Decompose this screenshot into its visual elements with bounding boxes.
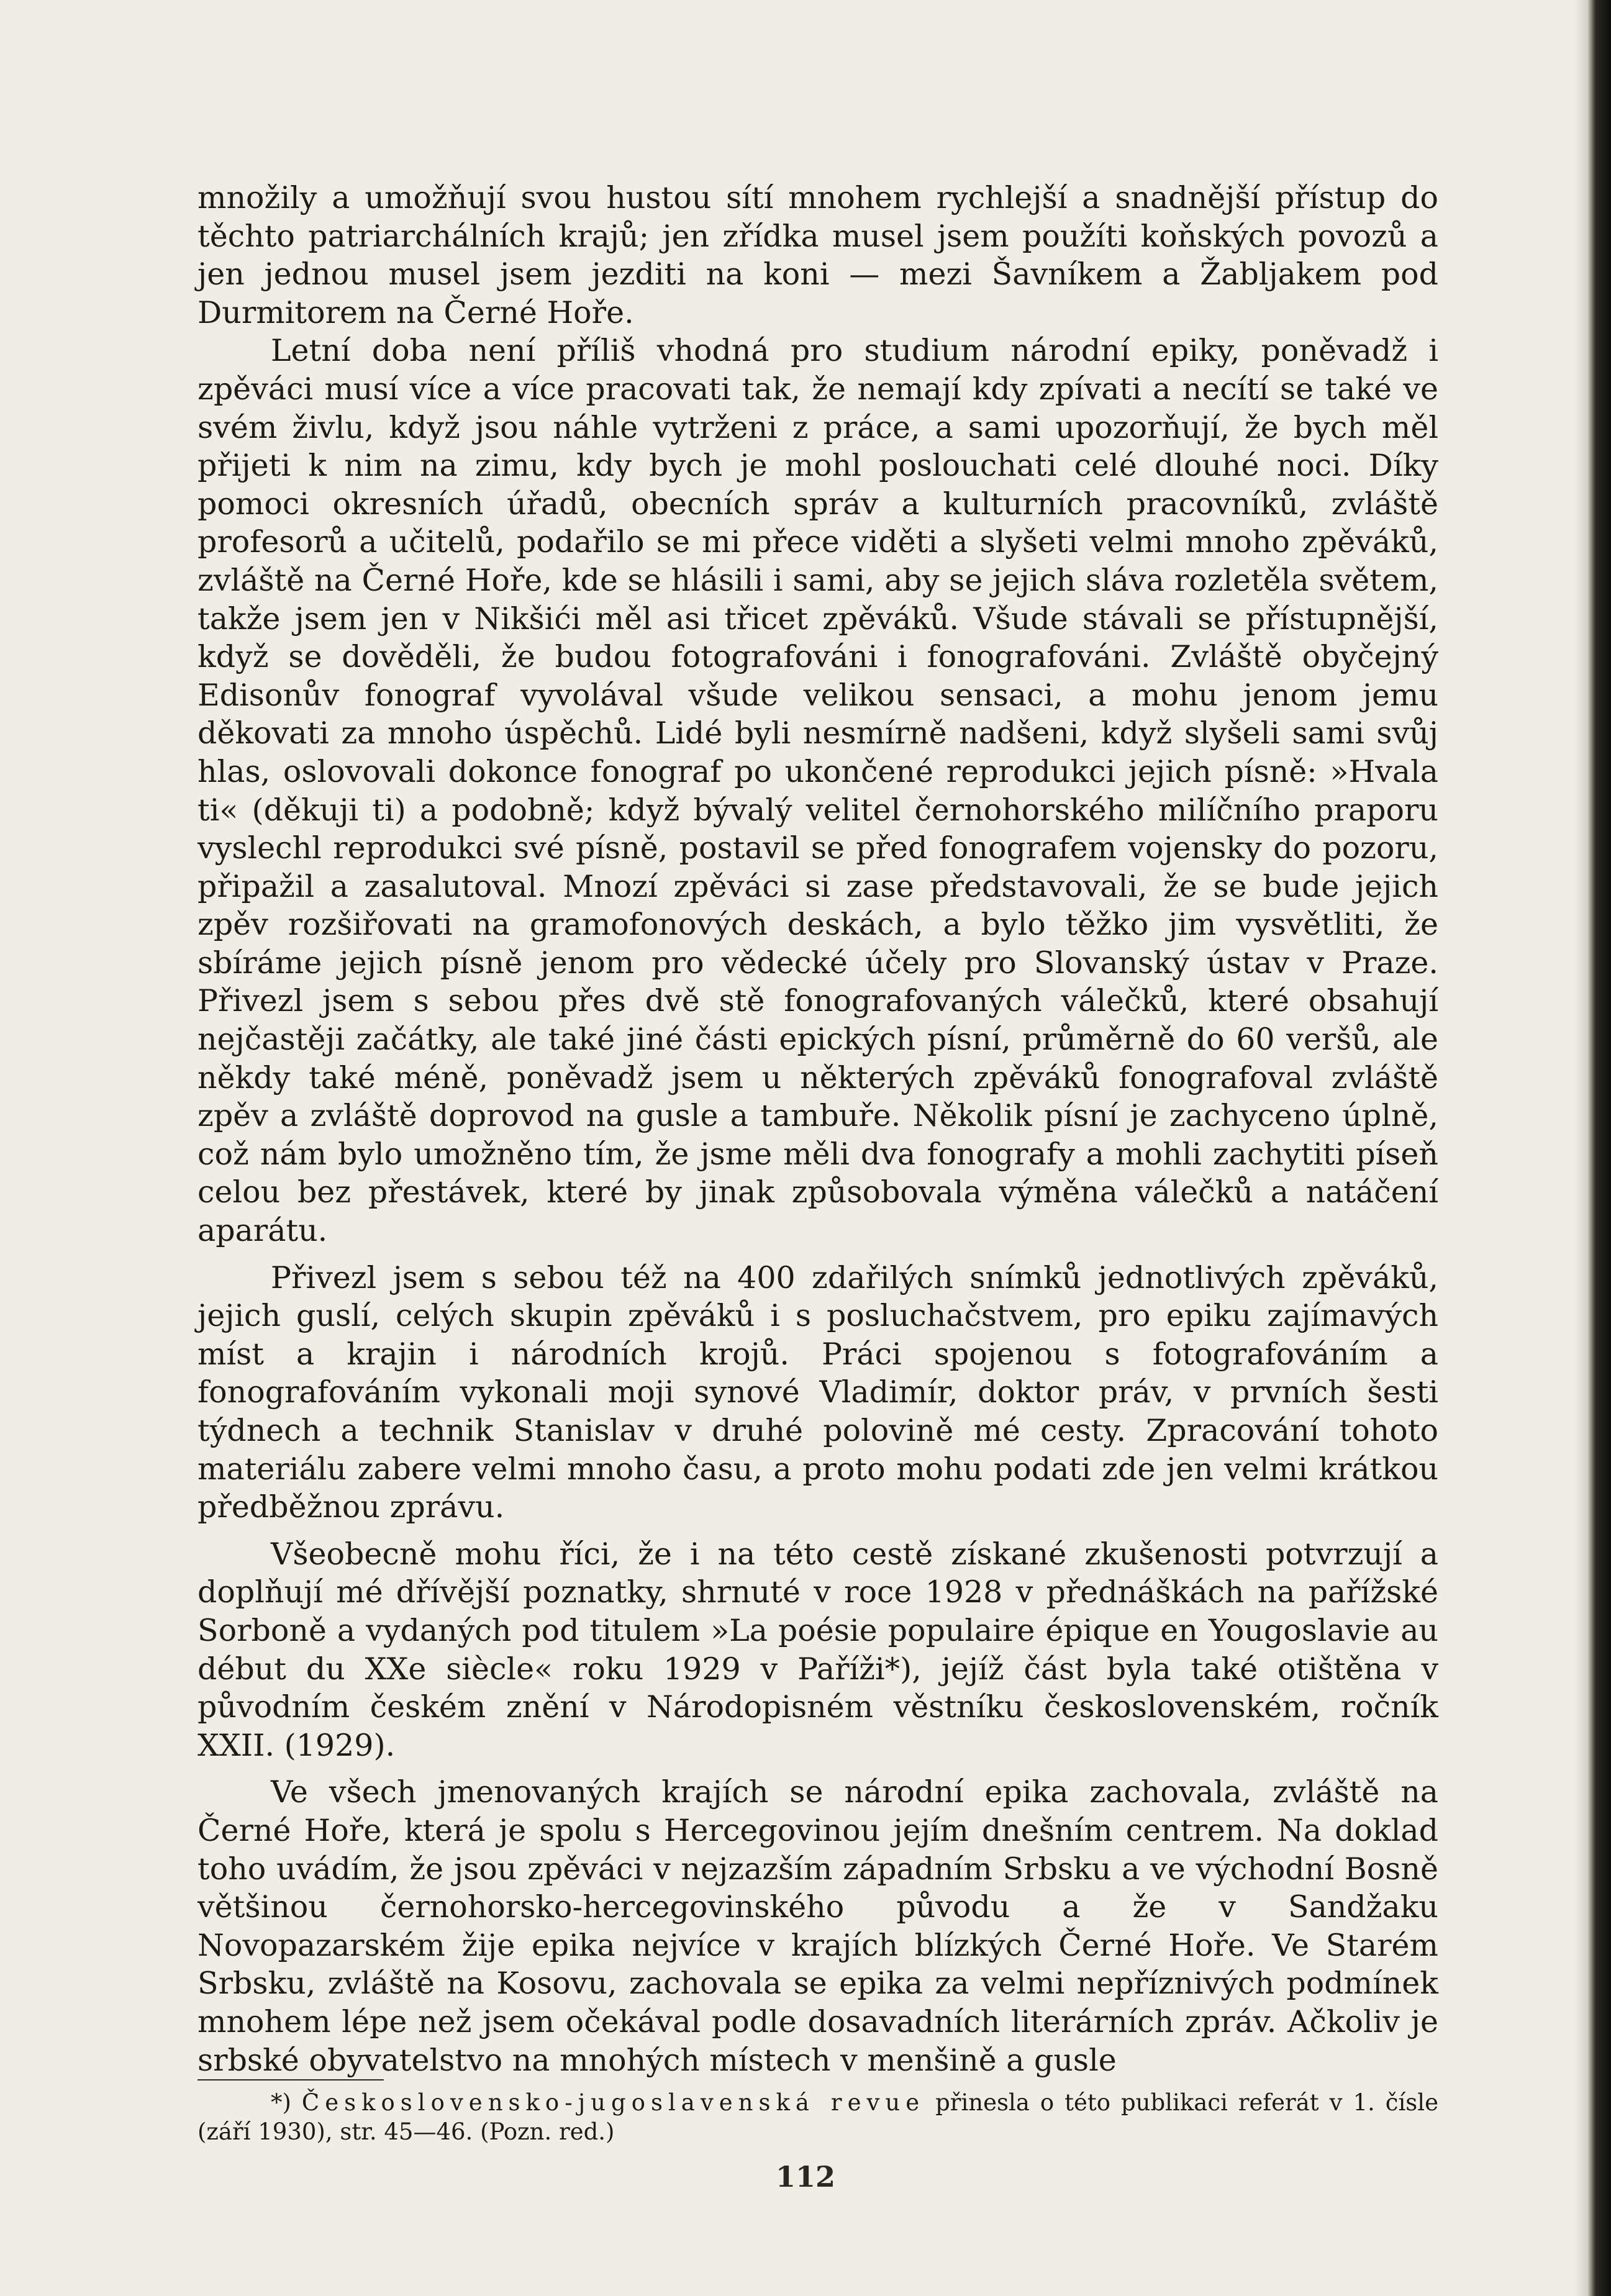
paragraph-4: Všeobecně mohu říci, že i na této cestě získané zkušenosti potvrzují a doplňují mé dřívější poznatky, shrnuté v roce 1928 v přednáškách na pařížské Sorboně a vydaných pod titulem »La poésie populaire épique en Yougoslavie au début du XXe siècle« roku 1929 v Paříži*), jejíž část byla také otištěna v původním českém znění v Národopisném věstníku československém, ročník XXII. (1929). (197, 1536, 1438, 1763)
paragraph-1: množily a umožňují svou hustou sítí mnohem rychlejší a snadnější přístup do těchto patriarchálních krajů; jen zřídka musel jsem použíti koňských povozů a jen jednou musel jsem jezditi na koni — mezi Šavníkem a Žabljakem pod Durmitorem na Černé Hoře. (197, 180, 1438, 330)
main-text-column (197, 179, 1438, 2079)
footnote-separator (197, 2079, 384, 2080)
paragraph-2: Letní doba není příliš vhodná pro studium národní epiky, poněvadž i zpěváci musí více a více pracovati tak, že nemají kdy zpívati a necítí se také ve svém živlu, když jsou náhle vytrženi z práce, a sami upozorňují, že bych měl přijeti k nim na zimu, kdy bych je mohl poslouchati celé dlouhé noci. Díky pomoci okresních úřadů, obecních správ a kulturních pracovníků, zvláště profesorů a učitelů, podařilo se mi přece viděti a slyšeti velmi mnoho zpěváků, zvláště na Černé Hoře, kde se hlásili i sami, aby se jejich sláva rozletěla světem, takže jsem jen v Nikšići měl asi třicet zpěváků. Všude stávali se přístupnější, když se dověděli, že budou fotografováni i fonografováni. Zvláště obyčejný Edisonův fonograf vyvolával všude velikou sensaci, a mohu jenom jemu děkovati za mnoho úspěchů. Lidé byli nesmírně nadšeni, když slyšeli sami svůj hlas, oslovovali dokonce fonograf po ukončené reprodukci jejich písně: »Hvala ti« (děkuji ti) a podobně; když bývalý velitel černohorského milíčního praporu vyslechl reprodukci své písně, postavil se před fonografem vojensky do pozoru, připažil a zasalutoval. Mnozí zpěváci si zase představovali, že se bude jejich zpěv rozšiřovati na gramofonových deskách, a bylo těžko jim vysvětliti, že sbíráme jejich písně jenom pro vědecké účely pro Slovanský ústav v Praze. Přivezl jsem s sebou přes dvě stě fonografovaných válečků, které obsahují nejčastěji začátky, ale také jiné části epických písní, průměrně do 60 veršů, ale někdy také méně, poněvadž jsem u některých zpěváků fonografoval zvláště zpěv a zvláště doprovod na gusle a tambuře. Několik písní je zachyceno úplně, což nám bylo umožněno tím, že jsme měli dva fonografy a mohli zachytiti píseň celou bez přestávek, které by jinak způsobovala výměna válečků a natáčení aparátu. (197, 333, 1438, 1249)
footnote-marker: *) (271, 2089, 291, 2116)
page-number: 112 (775, 2160, 836, 2194)
paragraph-3: Přivezl jsem s sebou též na 400 zdařilých snímků jednotlivých zpěváků, jejich guslí, celých skupin zpěváků i s posluchačstvem, pro epiku zajímavých míst a krajin i národních krojů. Práci spojenou s fotografováním a fonografováním vykonali moji synové Vladimír, doktor práv, v prvních šesti týdnech a technik Stanislav v druhé polovině mé cesty. Zpracování tohoto materiálu zabere velmi mnoho času, a proto mohu podati zde jen velmi krátkou předběžnou zprávu. (197, 1259, 1438, 1525)
footnote-journal-title: Československo-jugoslavenská revue (301, 2089, 925, 2116)
footnote (197, 2088, 1438, 2146)
book-page-edge (1587, 0, 1611, 2296)
footnote-text: přinesla o této publikaci referát v 1. čísle (září 1930), str. 45—46. (Pozn. red.) (197, 2089, 1438, 2145)
paragraph-5: Ve všech jmenovaných krajích se národní epika zachovala, zvláště na Černé Hoře, která je spolu s Hercegovinou jejím dnešním centrem. Na doklad toho uvádím, že jsou zpěváci v nejzazším západním Srbsku a ve východní Bosně většinou černohorsko-hercegovinského původu a že v Sandžaku Novopazarském žije epika nejvíce v krajích blízkých Černé Hoře. Ve Starém Srbsku, zvláště na Kosovu, zachovala se epika za velmi nepříznivých podmínek mnohem lépe než jsem očekával podle dosavadních literárních zpráv. Ačkoliv je srbské obyvatelstvo na mnohých místech v menšině a gusle (197, 1774, 1438, 2078)
page-gutter-shadow (1574, 0, 1587, 2296)
